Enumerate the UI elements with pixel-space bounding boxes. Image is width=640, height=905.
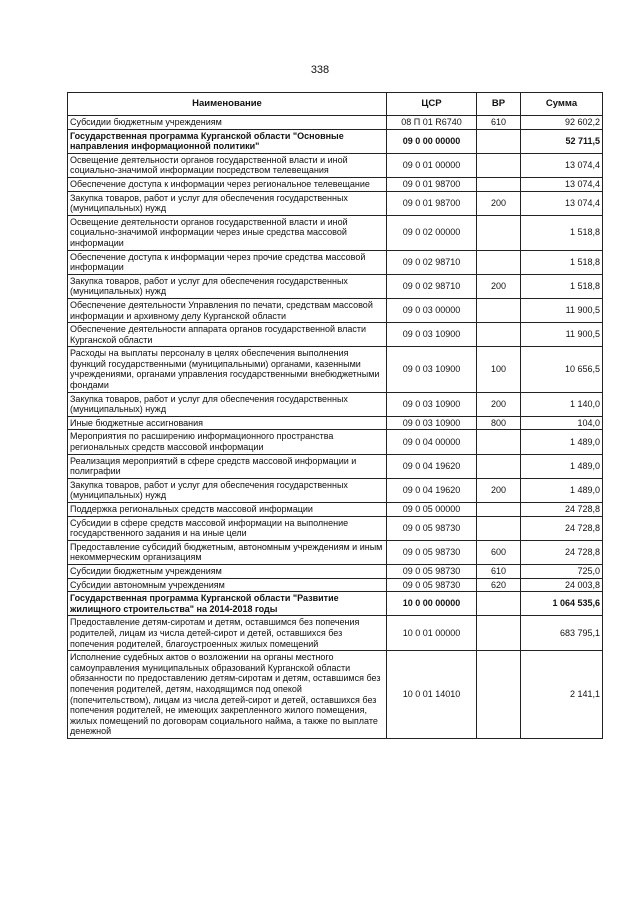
- cell-name: Субсидии бюджетным учреждениям: [68, 116, 387, 130]
- cell-csr: 09 0 03 10900: [387, 323, 477, 347]
- table-row: [68, 416, 603, 430]
- cell-name: Освещение деятельности органов государственной власти и иной социально-значимой информации посредством телевещания: [68, 153, 387, 177]
- cell-vr: [477, 129, 521, 153]
- header-name: Наименование: [68, 93, 387, 116]
- cell-csr: 09 0 05 98730: [387, 516, 477, 540]
- cell-name: Закупка товаров, работ и услуг для обеспечения государственных (муниципальных) нужд: [68, 274, 387, 298]
- cell-sum: 1 518,8: [521, 250, 603, 274]
- cell-vr: [477, 454, 521, 478]
- cell-sum: 1 518,8: [521, 274, 603, 298]
- cell-vr: 200: [477, 478, 521, 502]
- cell-sum: 24 728,8: [521, 516, 603, 540]
- cell-csr: 09 0 04 19620: [387, 454, 477, 478]
- cell-name: Обеспечение доступа к информации через региональное телевещание: [68, 177, 387, 191]
- table-row: [68, 478, 603, 502]
- cell-csr: 09 0 01 00000: [387, 153, 477, 177]
- table-body: [68, 116, 603, 739]
- cell-csr: 09 0 05 98730: [387, 564, 477, 578]
- cell-csr: 10 0 00 00000: [387, 592, 477, 616]
- cell-sum: 683 795,1: [521, 616, 603, 651]
- cell-name: Исполнение судебных актов о возложении на органы местного самоуправления муниципальных образований Курганской области обязанности по предоставлению детям-сиротам и детям, оставшимся без попечения родителей, детям, находящимся под опекой (попечительством), лицам из числа детей-сирот и детей, оставшихся без попечения родителей, не имеющих закрепленного жилого помещения, жилых помещений по договорам социального найма, а также по выплате денежной: [68, 651, 387, 739]
- cell-sum: 104,0: [521, 416, 603, 430]
- cell-csr: 09 0 02 00000: [387, 215, 477, 250]
- table-row: [68, 116, 603, 130]
- cell-vr: 100: [477, 347, 521, 392]
- cell-vr: [477, 177, 521, 191]
- cell-sum: 1 140,0: [521, 392, 603, 416]
- cell-sum: 2 141,1: [521, 651, 603, 739]
- table-row: [68, 298, 603, 322]
- cell-csr: 09 0 03 10900: [387, 347, 477, 392]
- cell-csr: 09 0 04 19620: [387, 478, 477, 502]
- cell-sum: 52 711,5: [521, 129, 603, 153]
- table-row: [68, 129, 603, 153]
- cell-name: Государственная программа Курганской области "Развитие жилищного строительства" на 2014-2018 годы: [68, 592, 387, 616]
- cell-sum: 1 489,0: [521, 454, 603, 478]
- cell-sum: 1 064 535,6: [521, 592, 603, 616]
- cell-csr: 09 0 05 98730: [387, 540, 477, 564]
- cell-sum: 11 900,5: [521, 323, 603, 347]
- cell-sum: 1 518,8: [521, 215, 603, 250]
- table-row: [68, 323, 603, 347]
- table-row: [68, 153, 603, 177]
- cell-csr: 09 0 00 00000: [387, 129, 477, 153]
- cell-csr: 09 0 01 98700: [387, 177, 477, 191]
- cell-sum: 11 900,5: [521, 298, 603, 322]
- table-row: [68, 578, 603, 592]
- cell-name: Поддержка региональных средств массовой информации: [68, 503, 387, 517]
- cell-name: Закупка товаров, работ и услуг для обеспечения государственных (муниципальных) нужд: [68, 191, 387, 215]
- page-number: 338: [310, 64, 330, 76]
- cell-csr: 09 0 03 00000: [387, 298, 477, 322]
- cell-name: Субсидии автономным учреждениям: [68, 578, 387, 592]
- cell-vr: [477, 651, 521, 739]
- cell-vr: [477, 215, 521, 250]
- cell-csr: 09 0 03 10900: [387, 392, 477, 416]
- budget-table: [67, 92, 603, 739]
- cell-vr: [477, 250, 521, 274]
- cell-name: Закупка товаров, работ и услуг для обеспечения государственных (муниципальных) нужд: [68, 478, 387, 502]
- cell-name: Закупка товаров, работ и услуг для обеспечения государственных (муниципальных) нужд: [68, 392, 387, 416]
- cell-csr: 09 0 02 98710: [387, 274, 477, 298]
- cell-vr: [477, 430, 521, 454]
- cell-sum: 92 602,2: [521, 116, 603, 130]
- table-row: [68, 616, 603, 651]
- cell-name: Предоставление детям-сиротам и детям, оставшимся без попечения родителей, лицам из числа детей-сирот и детей, оставшихся без попечения родителей, благоустроенных жилых помещений: [68, 616, 387, 651]
- cell-vr: [477, 592, 521, 616]
- cell-name: Мероприятия по расширению информационного пространства региональных средств массовой информации: [68, 430, 387, 454]
- cell-csr: 10 0 01 00000: [387, 616, 477, 651]
- table-row: [68, 215, 603, 250]
- cell-sum: 24 003,8: [521, 578, 603, 592]
- cell-vr: 200: [477, 392, 521, 416]
- header-sum: Сумма: [521, 93, 603, 116]
- table-row: [68, 503, 603, 517]
- cell-vr: [477, 298, 521, 322]
- cell-csr: 09 0 01 98700: [387, 191, 477, 215]
- cell-name: Иные бюджетные ассигнования: [68, 416, 387, 430]
- cell-sum: 24 728,8: [521, 503, 603, 517]
- cell-name: Освещение деятельности органов государственной власти и иной социально-значимой информации через иные средства массовой информации: [68, 215, 387, 250]
- table-row: [68, 250, 603, 274]
- cell-name: Обеспечение доступа к информации через прочие средства массовой информации: [68, 250, 387, 274]
- cell-sum: 725,0: [521, 564, 603, 578]
- header-vr: ВР: [477, 93, 521, 116]
- cell-name: Предоставление субсидий бюджетным, автономным учреждениям и иным некоммерческим организациям: [68, 540, 387, 564]
- cell-sum: 24 728,8: [521, 540, 603, 564]
- table-row: [68, 392, 603, 416]
- table-header-row: [68, 93, 603, 116]
- table-row: [68, 177, 603, 191]
- cell-csr: 09 0 05 00000: [387, 503, 477, 517]
- table-row: [68, 347, 603, 392]
- cell-vr: 600: [477, 540, 521, 564]
- cell-vr: 200: [477, 274, 521, 298]
- table-row: [68, 651, 603, 739]
- table-row: [68, 516, 603, 540]
- cell-sum: 13 074,4: [521, 153, 603, 177]
- cell-vr: 800: [477, 416, 521, 430]
- cell-name: Расходы на выплаты персоналу в целях обеспечения выполнения функций государственными (муниципальными) органами, казенными учреждениями, органами управления государственными внебюджетными фондами: [68, 347, 387, 392]
- table-row: [68, 274, 603, 298]
- cell-sum: 13 074,4: [521, 191, 603, 215]
- cell-vr: 610: [477, 116, 521, 130]
- cell-vr: [477, 153, 521, 177]
- cell-csr: 08 П 01 R6740: [387, 116, 477, 130]
- cell-name: Субсидии в сфере средств массовой информации на выполнение государственного задания и на иные цели: [68, 516, 387, 540]
- cell-csr: 10 0 01 14010: [387, 651, 477, 739]
- cell-vr: 200: [477, 191, 521, 215]
- cell-name: Обеспечение деятельности Управления по печати, средствам массовой информации и архивному делу Курганской области: [68, 298, 387, 322]
- cell-name: Государственная программа Курганской области "Основные направления информационной политики": [68, 129, 387, 153]
- table-row: [68, 191, 603, 215]
- cell-csr: 09 0 02 98710: [387, 250, 477, 274]
- cell-sum: 10 656,5: [521, 347, 603, 392]
- cell-name: Обеспечение деятельности аппарата органов государственной власти Курганской области: [68, 323, 387, 347]
- cell-sum: 1 489,0: [521, 478, 603, 502]
- cell-sum: 13 074,4: [521, 177, 603, 191]
- table-row: [68, 540, 603, 564]
- cell-vr: 620: [477, 578, 521, 592]
- cell-csr: 09 0 03 10900: [387, 416, 477, 430]
- cell-sum: 1 489,0: [521, 430, 603, 454]
- table-row: [68, 592, 603, 616]
- table-row: [68, 454, 603, 478]
- table-row: [68, 430, 603, 454]
- table-row: [68, 564, 603, 578]
- cell-csr: 09 0 04 00000: [387, 430, 477, 454]
- cell-vr: [477, 516, 521, 540]
- cell-vr: [477, 503, 521, 517]
- cell-vr: [477, 323, 521, 347]
- cell-name: Реализация мероприятий в сфере средств массовой информации и полиграфии: [68, 454, 387, 478]
- header-csr: ЦСР: [387, 93, 477, 116]
- cell-vr: [477, 616, 521, 651]
- cell-csr: 09 0 05 98730: [387, 578, 477, 592]
- cell-name: Субсидии бюджетным учреждениям: [68, 564, 387, 578]
- cell-vr: 610: [477, 564, 521, 578]
